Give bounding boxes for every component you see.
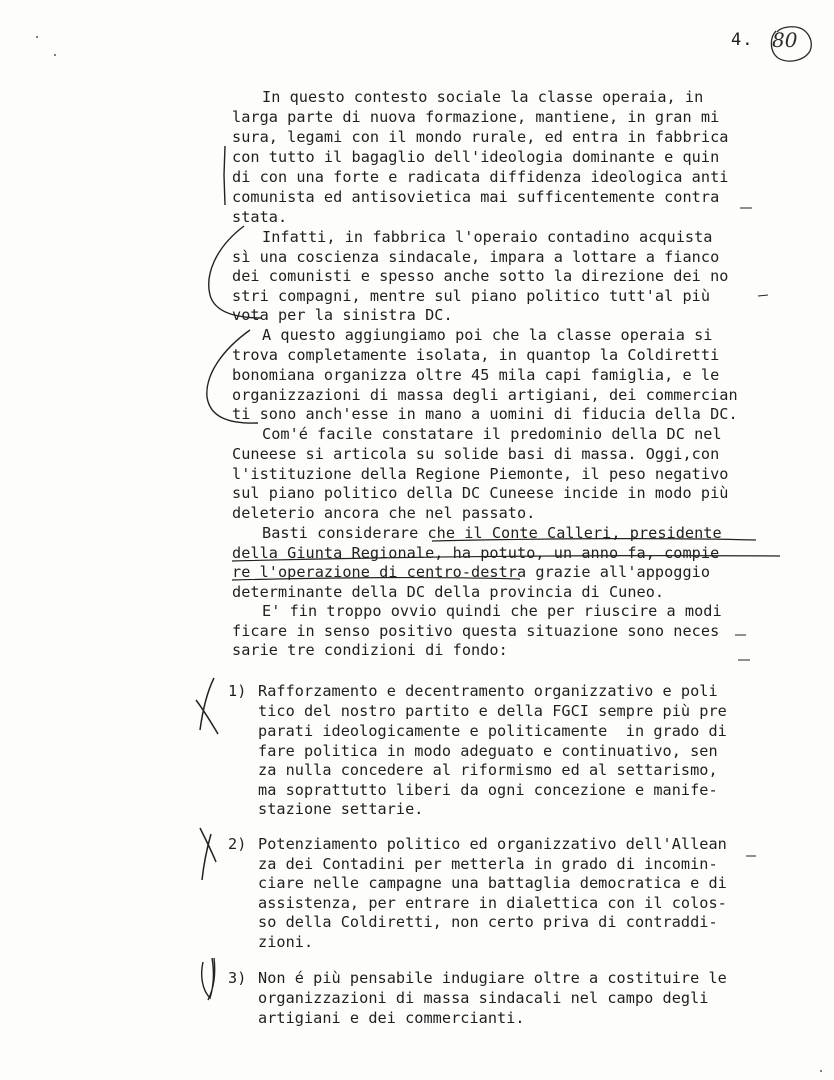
text-line: E' fin troppo ovvio quindi che per riuscire a modi: [262, 602, 722, 620]
text-line: sul piano politico della DC Cuneese incide in modo più: [232, 484, 729, 502]
text-line: In questo contesto sociale la classe operaia, in: [262, 88, 704, 106]
text-line: ficare in senso positivo questa situazione sono neces: [232, 622, 720, 640]
text-line: sura, legami con il mondo rurale, ed entra in fabbrica: [232, 128, 729, 146]
x-mark: [196, 678, 218, 734]
text-line: larga parte di nuova formazione, mantiene, in gran mi: [232, 108, 720, 126]
text-line: ti sono anch'esse in mano a uomini di fiducia della DC.: [232, 405, 738, 423]
text-line: della Giunta Regionale, ha potuto, un anno fa, compie: [232, 544, 720, 562]
text-line: so della Coldiretti, non certo priva di contraddi-: [258, 913, 718, 931]
text-line: fare politica in modo adeguato e continuativo, sen: [258, 742, 718, 760]
text-line: dei comunisti e spesso anche sotto la direzione dei no: [232, 267, 729, 285]
text-line: stata.: [232, 208, 288, 226]
text-line: za nulla concedere al riformismo ed al settarismo,: [258, 761, 718, 779]
text-line: determinante della DC della provincia di Cuneo.: [232, 583, 665, 601]
text-line: organizzazioni di massa sindacali nel campo degli: [258, 989, 709, 1007]
text-line: di con una forte e radicata diffidenza ideologica anti: [232, 168, 729, 186]
text-line: con tutto il bagaglio dell'ideologia dominante e quin: [232, 148, 720, 166]
text-line: comunista ed antisovietica mai sufficentemente contra: [232, 188, 720, 206]
text-line: A questo aggiungiamo poi che la classe operaia si: [262, 326, 713, 344]
text-line: Basti considerare che il Conte Calleri, presidente: [262, 524, 722, 542]
scan-speck: [54, 54, 56, 56]
text-line: Cuneese si articola su solide basi di massa. Oggi,con: [232, 445, 720, 463]
dash-mark: [758, 295, 768, 296]
text-line: re l'operazione di centro-destra grazie all'appoggio: [232, 563, 711, 581]
list-item-number: 1): [228, 682, 247, 700]
text-line: Infatti, in fabbrica l'operaio contadino acquista: [262, 228, 713, 246]
text-line: vota per la sinistra DC.: [232, 306, 453, 324]
text-line: Com'é facile constatare il predominio della DC nel: [262, 425, 722, 443]
x-mark: [200, 828, 216, 880]
text-line: Rafforzamento e decentramento organizzativo e poli: [258, 682, 718, 700]
text-line: organizzazioni di massa degli artigiani, dei commercian: [232, 386, 738, 404]
text-line: ciare nelle campagne una battaglia democratica e di: [258, 874, 727, 892]
text-line: trova completamente isolata, in quantop la Coldiretti: [232, 346, 720, 364]
text-line: sì una coscienza sindacale, impara a lottare a fianco: [232, 248, 720, 266]
margin-line-mark: [224, 146, 225, 205]
text-line: l'istituzione della Regione Piemonte, il peso negativo: [232, 465, 729, 483]
text-line: stazione settarie.: [258, 800, 424, 818]
scan-speck: [820, 1070, 822, 1072]
text-line: Potenziamento politico ed organizzativo dell'Allean: [258, 835, 727, 853]
scan-speck: [36, 36, 38, 38]
text-line: bonomiana organizza oltre 45 mila capi famiglia, e le: [232, 366, 720, 384]
text-line: ma soprattutto liberi da ogni concezione e manife-: [258, 781, 718, 799]
text-line: Non é più pensabile indugiare oltre a costituire le: [258, 969, 727, 987]
text-line: artigiani e dei commercianti.: [258, 1009, 525, 1027]
text-line: tico del nostro partito e della FGCI sempre più pre: [258, 702, 727, 720]
text-line: sarie tre condizioni di fondo:: [232, 641, 508, 659]
list-item-number: 3): [228, 969, 247, 987]
archive-number: 80: [772, 28, 798, 52]
text-line: zioni.: [258, 933, 314, 951]
text-line: deleterio ancora che nel passato.: [232, 504, 536, 522]
text-line: stri compagni, mentre sul piano politico tutt'al più: [232, 287, 711, 305]
check-mark: [202, 958, 215, 1000]
list-item-number: 2): [228, 835, 247, 853]
text-line: parati ideologicamente e politicamente in grado di: [258, 722, 727, 740]
text-line: za dei Contadini per metterla in grado di incomin-: [258, 855, 718, 873]
page-number: 4.: [731, 30, 754, 50]
text-line: assistenza, per entrare in dialettica con il colos-: [258, 894, 727, 912]
